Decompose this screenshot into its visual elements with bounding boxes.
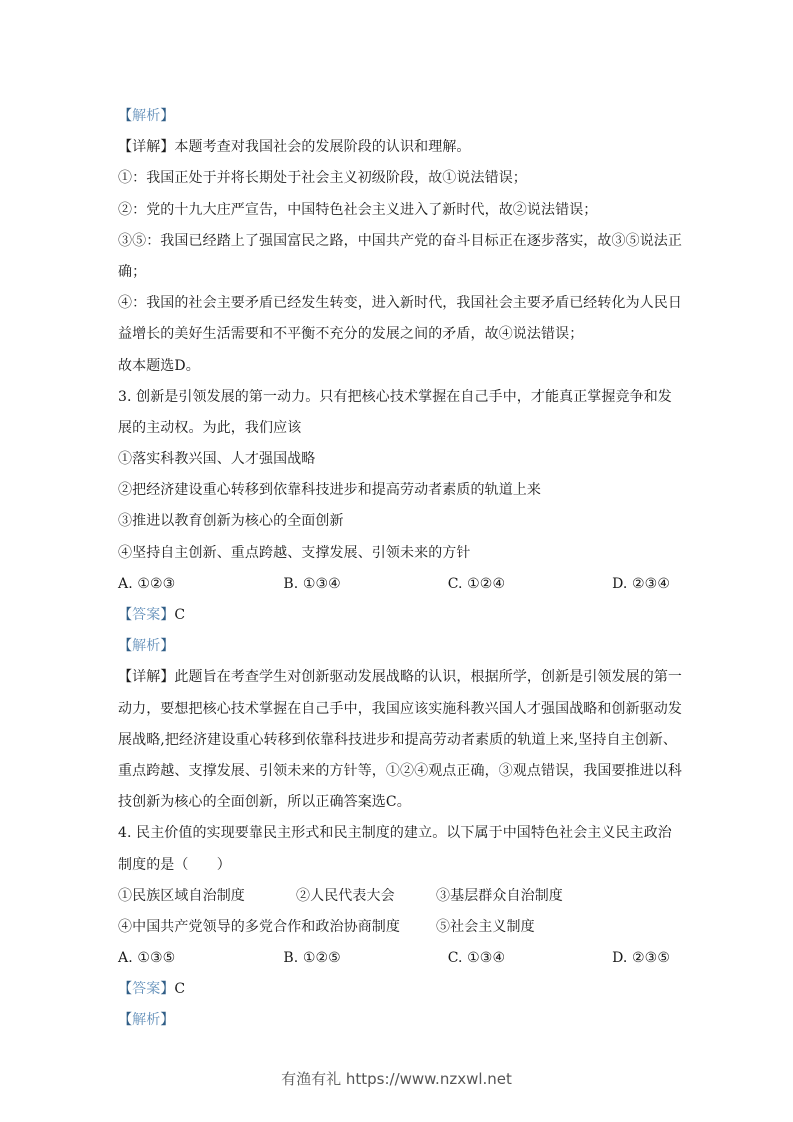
detail-label: 【详解】 xyxy=(118,669,175,686)
q4-option-d: D. ②③⑤ xyxy=(612,950,670,967)
q2-detail-line: 确； xyxy=(118,263,147,280)
q4-item: ③基层群众自治制度 xyxy=(436,887,563,904)
q4-option-a: A. ①③⑤ xyxy=(118,950,176,967)
q4-item: ①民族区域自治制度 xyxy=(118,887,245,904)
q4-stem: 4. 民主价值的实现要靠民主形式和民主制度的建立。以下属于中国特色社会主义民主政治 xyxy=(118,825,672,842)
q4-answer-value: C xyxy=(174,981,186,998)
q3-item: ④坚持自主创新、重点跨越、支撑发展、引领未来的方针 xyxy=(118,544,471,561)
analysis-label: 【解析】 xyxy=(118,108,175,124)
q3-option-d: D. ②③④ xyxy=(612,575,670,592)
q4-options xyxy=(118,943,670,974)
q3-detail-line: 展战略,把经济建设重心转移到依靠科技进步和提高劳动者素质的轨道上来,坚持自主创新、 xyxy=(118,731,677,748)
footer-watermark: 有渔有礼 https://www.nzxwl.net xyxy=(281,1070,512,1088)
q4-option-b: B. ①②⑤ xyxy=(283,950,341,967)
q3-option-a: A. ①②③ xyxy=(118,575,176,592)
q2-detail-line: 益增长的美好生活需要和不平衡不充分的发展之间的矛盾，故④说法错误； xyxy=(118,326,584,343)
detail-label: 【详解】 xyxy=(118,139,175,156)
document-page xyxy=(118,101,683,1037)
q3-detail-line: 重点跨越、支撑发展、引领未来的方针等，①②④观点正确，③观点错误，我国要推进以科 xyxy=(118,762,682,779)
q3-stem: 展的主动权。为此，我们应该 xyxy=(118,419,302,436)
q3-item: ①落实科教兴国、人才强国战略 xyxy=(118,451,316,468)
analysis-label: 【解析】 xyxy=(118,1012,175,1029)
q2-detail-line: ①：我国正处于并将长期处于社会主义初级阶段，故①说法错误； xyxy=(118,170,527,187)
q4-item: ②人民代表大会 xyxy=(296,887,395,904)
q4-items-row xyxy=(118,881,678,912)
q3-option-b: B. ①③④ xyxy=(283,575,341,592)
answer-label: 【答案】 xyxy=(118,981,175,998)
q3-stem: 3. 创新是引领发展的第一动力。只有把核心技术掌握在自己手中，才能真正掌握竞争和发 xyxy=(118,388,672,405)
q4-option-c: C. ①③④ xyxy=(447,950,506,967)
q4-item: ④中国共产党领导的多党合作和政治协商制度 xyxy=(118,918,400,935)
q3-detail-line: 技创新为核心的全面创新，所以正确答案选C。 xyxy=(118,794,411,811)
q3-answer xyxy=(118,600,678,631)
q2-detail-intro: 【详解】本题考查对我国社会的发展阶段的认识和理解。 xyxy=(118,139,471,156)
answer-label: 【答案】 xyxy=(118,607,175,623)
q4-stem: 制度的是（ ） xyxy=(118,856,231,873)
q4-answer xyxy=(118,974,678,1005)
analysis-label: 【解析】 xyxy=(118,638,175,655)
q3-answer-value: C xyxy=(174,607,186,623)
q4-items-row xyxy=(118,912,678,943)
q3-item: ②把经济建设重心转移到依靠科技进步和提高劳动者素质的轨道上来 xyxy=(118,482,541,499)
q4-item: ⑤社会主义制度 xyxy=(436,918,535,935)
q3-item: ③推进以教育创新为核心的全面创新 xyxy=(118,513,344,530)
q3-detail-line: 动力，要想把核心技术掌握在自己手中，我国应该实施科教兴国人才强国战略和创新驱动发 xyxy=(118,700,682,717)
q2-detail-line: ②：党的十九大庄严宣告，中国特色社会主义进入了新时代，故②说法错误； xyxy=(118,201,598,218)
q3-detail-line: 【详解】此题旨在考查学生对创新驱动发展战略的认识，根据所学，创新是引领发展的第一 xyxy=(118,669,683,686)
q2-conclusion: 故本题选D。 xyxy=(118,357,200,374)
q2-detail-line: ③⑤：我国已经踏上了强国富民之路，中国共产党的奋斗目标正在逐步落实，故③⑤说法正 xyxy=(118,232,682,249)
q2-detail-line: ④：我国的社会主要矛盾已经发生转变，进入新时代，我国社会主要矛盾已经转化为人民日 xyxy=(118,295,682,312)
q3-options xyxy=(118,569,670,600)
q3-option-c: C. ①②④ xyxy=(447,575,506,592)
